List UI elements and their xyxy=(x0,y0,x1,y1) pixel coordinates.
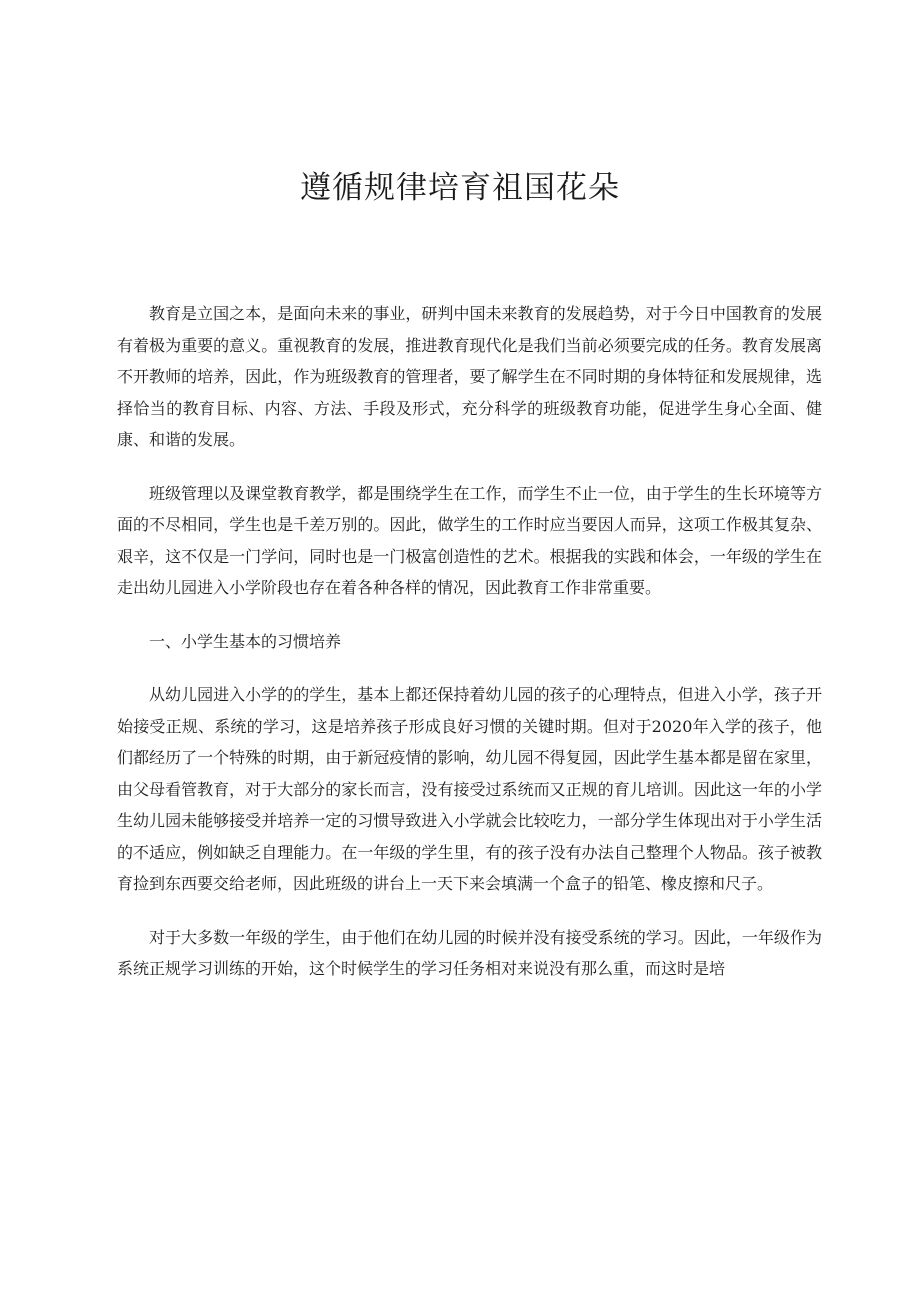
section1-paragraph-2: 对于大多数一年级的学生，由于他们在幼儿园的时候并没有接受系统的学习。因此，一年级作为系统正规学习训练的开始，这个时候学生的学习任务相对来说没有那么重，而这时是培 xyxy=(117,927,822,978)
section-heading-1: 一、小学生基本的习惯培养 xyxy=(149,631,342,651)
intro-paragraph-2: 班级管理以及课堂教育教学，都是围绕学生在工作，而学生不止一位，由于学生的生长环境等方面的不尽相同，学生也是千差万别的。因此，做学生的工作时应当要因人而异，这项工作极其复杂、艰辛，这不仅是一门学问，同时也是一门极富创造性的艺术。根据我的实践和体会，一年级的学生在走出幼儿园进入小学阶段也存在着各种各样的情况，因此教育工作非常重要。 xyxy=(117,483,822,597)
intro-paragraph-1: 教育是立国之本，是面向未来的事业，研判中国未来教育的发展趋势，对于今日中国教育的发展有着极为重要的意义。重视教育的发展，推进教育现代化是我们当前必须要完成的任务。教育发展离不开教师的培养，因此，作为班级教育的管理者，要了解学生在不同时期的身体特征和发展规律，选择恰当的教育目标、内容、方法、手段及形式，充分科学的班级教育功能，促进学生身心全面、健康、和谐的发展。 xyxy=(117,304,822,449)
document-title: 遵循规律培育祖国花朵 xyxy=(300,170,620,206)
section1-paragraph-1: 从幼儿园进入小学的的学生，基本上都还保持着幼儿园的孩子的心理特点，但进入小学，孩子开始接受正规、系统的学习，这是培养孩子形成良好习惯的关键时期。但对于2020年入学的孩子，他们都经历了一个特殊的时期，由于新冠疫情的影响，幼儿园不得复园，因此学生基本都是留在家里，由父母看管教育，对于大部分的家长而言，没有接受过系统而又正规的育儿培训。因此这一年的小学生幼儿园未能够接受并培养一定的习惯导致进入小学就会比较吃力，一部分学生体现出对于小学生活的不适应，例如缺乏自理能力。在一年级的学生里，有的孩子没有办法自己整理个人物品。孩子被教育捡到东西要交给老师，因此班级的讲台上一天下来会填满一个盒子的铅笔、橡皮擦和尺子。 xyxy=(117,685,822,893)
document-body xyxy=(117,298,822,1007)
